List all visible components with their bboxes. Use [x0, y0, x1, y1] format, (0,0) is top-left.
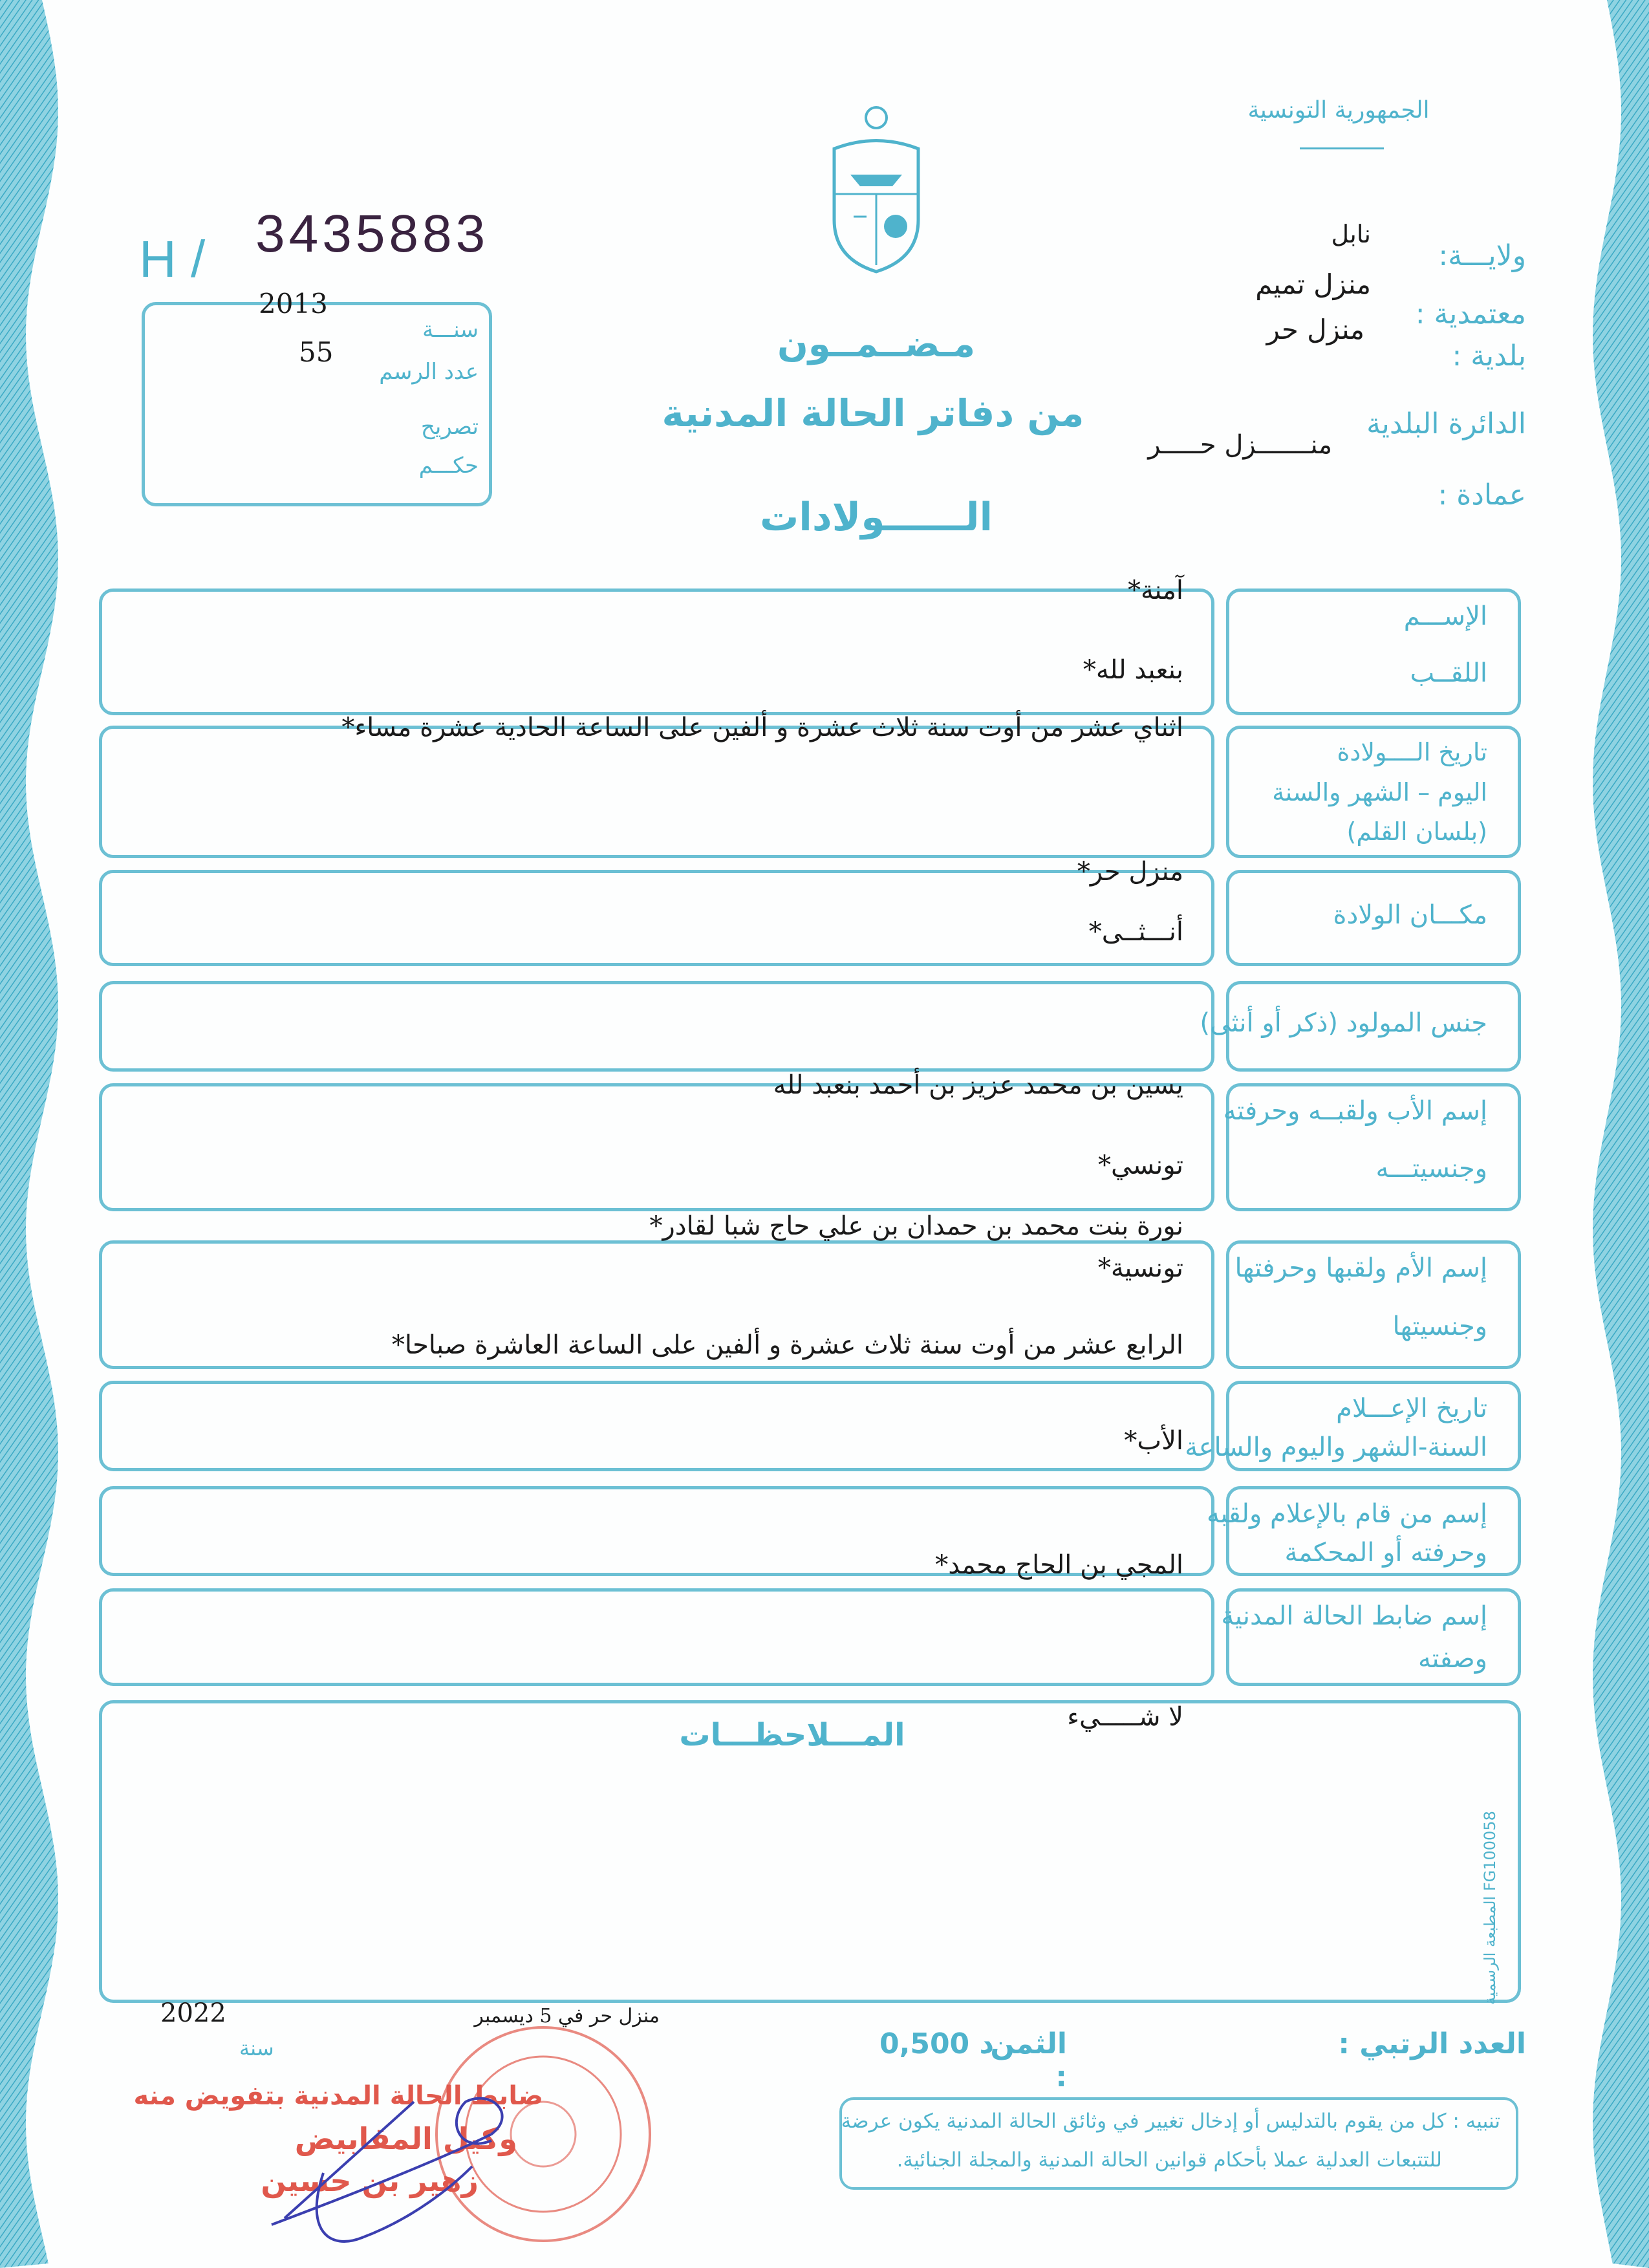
legal-notice-line1: تنبيه : كل من يقوم بالتدليس أو إدخال تغيير في وثائق الحالة المدنية يكون عرضة [841, 2110, 1500, 2133]
row-value: الرابع عشر من أوت سنة ثلاث عشرة و ألفين على الساعة العاشرة صباحا* [391, 1330, 1183, 1360]
wilaya-value: نابل [1331, 220, 1371, 248]
row-label: تاريخ الــــولادة [1337, 738, 1487, 766]
row-label: وصفته [1417, 1643, 1487, 1674]
right-guilloche-border [1588, 0, 1649, 2268]
row-label: السنة-الشهر واليوم والساعة [1185, 1432, 1487, 1462]
record-number-label: عدد الرسم [379, 359, 479, 385]
issue-date: منزل حر في 5 ديسمبر [474, 2005, 660, 2027]
remarks-title: المـــلاحظـــات [679, 1717, 905, 1753]
row-value: تونسية* [1097, 1253, 1183, 1283]
document-title-line2: من دفاتر الحالة المدنية [662, 391, 1084, 435]
legal-notice-line2: للتتبعات العدلية عملا بأحكام قوانين الحالة المدنية والمجلة الجنائية. [896, 2148, 1442, 2172]
row-label: تاريخ الإعـــلام [1336, 1394, 1487, 1423]
row-value-box [99, 981, 1214, 1072]
document-title-line3: الــــــولادات [759, 495, 993, 540]
signatory-line1: ضابط الحالة المدنية بتفويض منه [133, 2081, 543, 2111]
row-value: بنعبد لله* [1083, 654, 1183, 685]
row-label: وجنسيتها [1392, 1311, 1487, 1341]
row-value-box [99, 1381, 1214, 1471]
record-year-label: سنـــة [422, 317, 479, 343]
issue-year: 2022 [160, 1998, 226, 2028]
row-value: نورة بنت محمد بن حمدان بن علي حاج شبا لقادر* [649, 1211, 1183, 1241]
serial-prefix: H / [139, 230, 206, 288]
row-value: تونسي* [1098, 1150, 1183, 1180]
omada-label: عمادة : [1438, 479, 1526, 512]
row-value: الأب* [1124, 1426, 1183, 1456]
price-value: 0,500 د [879, 2027, 995, 2060]
republic-header: الجمهورية التونسية [1247, 97, 1430, 124]
row-label: إسم ضابط الحالة المدنية [1221, 1601, 1487, 1631]
motamadia-label: معتمدية : [1415, 297, 1526, 330]
document-title-line1: مـضــمــون [777, 323, 975, 365]
row-value-box [99, 870, 1214, 966]
row-value: منزل حر* [1077, 857, 1183, 887]
row-value: يسين بن محمد عزيز بن أحمد بنعبد لله [773, 1070, 1183, 1100]
judgment-label: حكـــم [418, 453, 479, 479]
row-value-box [99, 1083, 1214, 1211]
signatory-line2: وكيل المقابيض [294, 2121, 517, 2156]
record-number-value: 55 [299, 336, 334, 368]
motamadia-value: منزل تميم [1255, 268, 1371, 300]
row-label: وجنسيتـــه [1375, 1154, 1487, 1183]
row-value: لا شـــــيء [1067, 1702, 1183, 1732]
row-label: إسم الأم ولقبها وحرفتها [1234, 1253, 1487, 1283]
row-label: اللقــب [1410, 658, 1487, 688]
baladia-value: منزل حر [1266, 314, 1364, 345]
row-label: الإســـم [1403, 601, 1487, 631]
serial-number-label: العدد الرتبي : [1338, 2027, 1526, 2060]
signatory-line3: زهير بن حسين [261, 2163, 479, 2198]
row-value-box [99, 726, 1214, 858]
declaration-label: تصريح [420, 414, 479, 440]
row-value-box [99, 1588, 1214, 1686]
handwritten-signature [246, 2089, 569, 2257]
row-label: وحرفته أو المحكمة [1284, 1537, 1487, 1568]
header-ornament-line [1300, 147, 1384, 149]
row-label: اليوم – الشهر والسنة [1272, 777, 1487, 806]
row-value: أنـــثــى* [1088, 917, 1183, 947]
row-label: إسم الأب ولقبــه وحرفته [1223, 1096, 1487, 1126]
left-guilloche-border [0, 0, 71, 2268]
record-year-value: 2013 [259, 288, 328, 319]
row-label: إسم من قام بالإعلام ولقبه [1207, 1499, 1487, 1529]
wilaya-label: ولايـــة: [1438, 239, 1526, 272]
daira-value: منـــــــزل حـــــر [1148, 430, 1332, 460]
tunisia-coat-of-arms [821, 103, 931, 278]
issue-year-label: سنة [239, 2036, 274, 2060]
row-value-box [99, 589, 1214, 715]
row-value: المجي بن الحاج محمد* [935, 1550, 1183, 1580]
printer-mark: المطبعة الرسمية FG100058 [1481, 1811, 1499, 2005]
row-label: جنس المولود (ذكر أو أنثى) [1200, 1008, 1487, 1038]
row-label: (بلسان القلم) [1346, 817, 1487, 847]
row-label: مكـــان الولادة [1333, 900, 1487, 930]
serial-number: 3435883 [255, 204, 490, 263]
row-value: آمنة* [1127, 576, 1183, 605]
baladia-label: بلدية : [1452, 340, 1526, 373]
daira-label: الدائرة البلدية [1366, 407, 1526, 440]
row-value: اثناي عشر من أوت سنة ثلاث عشرة و ألفين على الساعة الحادية عشرة مساء* [341, 713, 1183, 742]
price-label: الثمن : [990, 2027, 1067, 2093]
